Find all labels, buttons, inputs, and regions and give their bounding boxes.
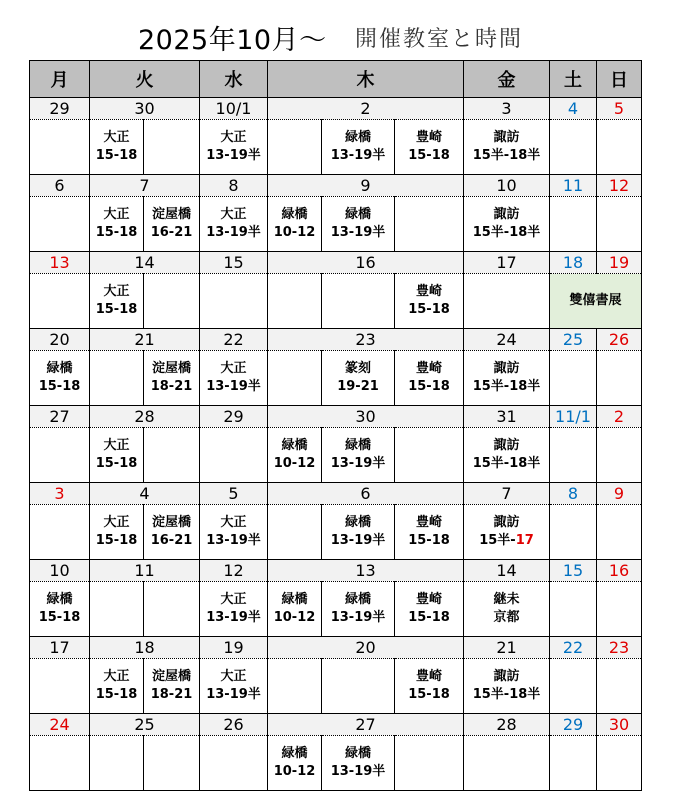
slot-mon-line: 15-18 — [38, 379, 81, 394]
date-cell: 30 — [597, 714, 642, 736]
weekday-sun: 日 — [597, 61, 642, 98]
slot-tue-a-line: 15-18 — [95, 533, 138, 548]
slot-wed — [200, 659, 268, 714]
slot-thu-b-line: 13-19半 — [330, 610, 386, 625]
date-row — [30, 175, 642, 197]
date-cell: 3 — [464, 98, 550, 120]
slot-thu-c — [395, 428, 464, 483]
date-cell: 10/1 — [200, 98, 268, 120]
date-cell: 15 — [550, 560, 597, 582]
slot-wed — [200, 582, 268, 637]
date-cell: 7 — [464, 483, 550, 505]
date-cell: 14 — [464, 560, 550, 582]
slot-wed-line: 大正 — [220, 207, 247, 222]
slot-fri-line: 諏訪 — [493, 515, 520, 530]
slot-sun — [597, 736, 642, 791]
slot-thu-b — [322, 736, 395, 791]
date-cell: 21 — [464, 637, 550, 659]
slot-wed — [200, 428, 268, 483]
slot-thu-b-line: 篆刻 — [344, 361, 371, 376]
slot-tue-b — [144, 505, 200, 560]
date-cell: 22 — [550, 637, 597, 659]
slot-row — [30, 428, 642, 483]
slot-wed — [200, 274, 268, 329]
slot-tue-a — [90, 351, 144, 406]
slot-tue-a-line: 15-18 — [95, 687, 138, 702]
slot-mon — [30, 428, 90, 483]
slot-sun — [597, 659, 642, 714]
weekday-tue: 火 — [90, 61, 200, 98]
slot-thu-b — [322, 582, 395, 637]
date-cell: 30 — [90, 98, 200, 120]
slot-thu-c-line: 15-18 — [408, 302, 450, 317]
date-cell: 14 — [90, 252, 200, 274]
slot-thu-c — [395, 505, 464, 560]
date-cell: 13 — [30, 252, 90, 274]
event-cell: 雙僖書展 — [550, 274, 642, 329]
weekday-wed: 水 — [200, 61, 268, 98]
slot-mon — [30, 197, 90, 252]
slot-wed-line: 13-19半 — [206, 148, 261, 163]
slot-row — [30, 736, 642, 791]
date-cell: 8 — [200, 175, 268, 197]
slot-wed-line: 大正 — [220, 515, 247, 530]
slot-tue-b-line: 淀屋橋 — [151, 669, 191, 684]
slot-thu-c-line: 15-18 — [408, 148, 450, 163]
weekday-sat: 土 — [550, 61, 597, 98]
weekday-header-row — [30, 61, 642, 98]
date-cell: 19 — [200, 637, 268, 659]
slot-tue-b-line: 淀屋橋 — [151, 207, 191, 222]
date-cell: 9 — [597, 483, 642, 505]
slot-sat — [550, 428, 597, 483]
slot-tue-a — [90, 736, 144, 791]
slot-thu-b — [322, 274, 395, 329]
slot-thu-b — [322, 197, 395, 252]
date-row — [30, 483, 642, 505]
slot-fri-time: 15半- — [479, 533, 516, 548]
slot-thu-a-line: 10-12 — [273, 610, 316, 625]
date-cell: 22 — [200, 329, 268, 351]
slot-row — [30, 351, 642, 406]
slot-thu-b — [322, 351, 395, 406]
slot-sun — [597, 582, 642, 637]
slot-tue-b — [144, 274, 200, 329]
slot-thu-c-line: 15-18 — [408, 687, 450, 702]
slot-thu-b — [322, 505, 395, 560]
date-cell: 16 — [268, 252, 464, 274]
slot-wed-line: 大正 — [220, 592, 247, 607]
slot-wed-line: 13-19半 — [206, 379, 261, 394]
slot-fri-line: 15半-18半 — [472, 379, 541, 394]
date-cell: 8 — [550, 483, 597, 505]
slot-thu-a — [268, 505, 322, 560]
slot-sat — [550, 351, 597, 406]
slot-thu-a-line: 緑橋 — [281, 746, 308, 761]
slot-thu-c — [395, 120, 464, 175]
slot-mon — [30, 274, 90, 329]
slot-thu-b-line: 19-21 — [337, 379, 379, 394]
slot-fri-line — [464, 532, 549, 550]
slot-wed — [200, 120, 268, 175]
date-cell: 6 — [268, 483, 464, 505]
date-cell: 29 — [200, 406, 268, 428]
weekday-fri: 金 — [464, 61, 550, 98]
slot-thu-c — [395, 274, 464, 329]
date-cell: 12 — [597, 175, 642, 197]
slot-thu-a-line: 10-12 — [273, 764, 316, 779]
slot-mon-line: 緑橋 — [46, 592, 73, 607]
slot-fri-line: 15半-18半 — [472, 148, 541, 163]
slot-thu-a — [268, 659, 322, 714]
slot-tue-a-line: 15-18 — [95, 225, 138, 240]
date-cell: 29 — [550, 714, 597, 736]
slot-wed — [200, 197, 268, 252]
weekday-thu: 木 — [268, 61, 464, 98]
date-cell: 25 — [90, 714, 200, 736]
date-cell: 26 — [200, 714, 268, 736]
date-cell: 11 — [550, 175, 597, 197]
slot-thu-c-line: 豊崎 — [415, 592, 442, 607]
date-cell: 7 — [90, 175, 200, 197]
date-cell: 31 — [464, 406, 550, 428]
slot-thu-b-line: 13-19半 — [330, 148, 386, 163]
slot-thu-b — [322, 659, 395, 714]
slot-fri — [464, 120, 550, 175]
slot-thu-b-line: 13-19半 — [330, 225, 386, 240]
slot-wed-line: 大正 — [220, 669, 247, 684]
slot-row — [30, 120, 642, 175]
slot-tue-a-line: 大正 — [103, 130, 130, 145]
date-cell: 20 — [30, 329, 90, 351]
slot-thu-c-line: 豊崎 — [415, 284, 442, 299]
date-row — [30, 637, 642, 659]
slot-wed-line: 13-19半 — [206, 533, 261, 548]
slot-fri-line: 15半-18半 — [472, 456, 541, 471]
slot-sun — [597, 120, 642, 175]
date-cell: 24 — [464, 329, 550, 351]
slot-thu-b — [322, 428, 395, 483]
date-row — [30, 560, 642, 582]
slot-fri-line: 15半-18半 — [472, 225, 541, 240]
date-cell: 11 — [90, 560, 200, 582]
slot-tue-b — [144, 659, 200, 714]
slot-row — [30, 659, 642, 714]
slot-row — [30, 274, 642, 329]
date-cell: 19 — [597, 252, 642, 274]
slot-tue-b — [144, 120, 200, 175]
slot-mon-line: 緑橋 — [46, 361, 73, 376]
date-cell: 18 — [90, 637, 200, 659]
date-cell: 17 — [30, 637, 90, 659]
date-cell: 4 — [550, 98, 597, 120]
slot-tue-a — [90, 582, 144, 637]
slot-fri — [464, 505, 550, 560]
date-row — [30, 329, 642, 351]
slot-thu-c-line: 豊崎 — [415, 361, 442, 376]
slot-sat — [550, 120, 597, 175]
calendar-table — [29, 60, 642, 791]
slot-thu-a — [268, 582, 322, 637]
slot-thu-c — [395, 659, 464, 714]
slot-tue-b-line: 淀屋橋 — [151, 515, 191, 530]
slot-tue-b — [144, 197, 200, 252]
date-cell: 12 — [200, 560, 268, 582]
date-cell: 29 — [30, 98, 90, 120]
date-cell: 11/1 — [550, 406, 597, 428]
slot-fri-line: 諏訪 — [493, 438, 520, 453]
slot-sat — [550, 505, 597, 560]
slot-thu-b-line: 緑橋 — [344, 515, 371, 530]
date-cell: 6 — [30, 175, 90, 197]
slot-thu-a-line: 10-12 — [273, 225, 316, 240]
slot-thu-a — [268, 736, 322, 791]
slot-tue-a — [90, 659, 144, 714]
date-cell: 21 — [90, 329, 200, 351]
slot-thu-a — [268, 428, 322, 483]
slot-fri — [464, 428, 550, 483]
slot-tue-a-line: 15-18 — [95, 456, 138, 471]
slot-mon — [30, 120, 90, 175]
slot-tue-a — [90, 120, 144, 175]
weekday-mon: 月 — [30, 61, 90, 98]
date-cell: 20 — [268, 637, 464, 659]
slot-tue-a — [90, 197, 144, 252]
date-cell: 10 — [30, 560, 90, 582]
date-row — [30, 714, 642, 736]
slot-thu-a — [268, 351, 322, 406]
date-cell: 2 — [597, 406, 642, 428]
date-cell: 4 — [90, 483, 200, 505]
slot-thu-a — [268, 120, 322, 175]
slot-thu-a — [268, 197, 322, 252]
slot-thu-c — [395, 351, 464, 406]
slot-fri-time-changed: 17 — [515, 533, 534, 548]
date-row — [30, 406, 642, 428]
slot-thu-c-line: 豊崎 — [415, 515, 442, 530]
slot-wed — [200, 351, 268, 406]
date-row — [30, 252, 642, 274]
date-cell: 13 — [268, 560, 464, 582]
slot-fri-line: 諏訪 — [493, 361, 520, 376]
slot-fri — [464, 659, 550, 714]
slot-thu-c-line: 15-18 — [408, 379, 450, 394]
slot-thu-b-line: 緑橋 — [344, 746, 371, 761]
slot-tue-a-line: 大正 — [103, 515, 130, 530]
slot-fri — [464, 351, 550, 406]
slot-thu-b-line: 13-19半 — [330, 764, 386, 779]
slot-fri-line: 諏訪 — [493, 669, 520, 684]
slot-fri — [464, 197, 550, 252]
slot-wed — [200, 736, 268, 791]
slot-thu-c — [395, 197, 464, 252]
slot-thu-c-line: 15-18 — [408, 610, 450, 625]
slot-tue-a-line: 15-18 — [95, 302, 138, 317]
slot-wed-line: 大正 — [220, 130, 247, 145]
slot-tue-b-line: 18-21 — [150, 687, 193, 702]
slot-sat — [550, 659, 597, 714]
slot-sat — [550, 197, 597, 252]
date-cell: 5 — [597, 98, 642, 120]
slot-tue-a — [90, 274, 144, 329]
slot-tue-b — [144, 736, 200, 791]
slot-fri-line: 15半-18半 — [472, 687, 541, 702]
date-cell: 9 — [268, 175, 464, 197]
slot-thu-c-line: 豊崎 — [415, 130, 442, 145]
date-cell: 30 — [268, 406, 464, 428]
slot-tue-b — [144, 428, 200, 483]
page-subtitle: 開催教室と時間 — [355, 27, 524, 52]
slot-fri-line: 諏訪 — [493, 130, 520, 145]
date-cell: 23 — [597, 637, 642, 659]
slot-tue-b-line: 16-21 — [150, 225, 193, 240]
slot-sat — [550, 736, 597, 791]
slot-thu-a-line: 緑橋 — [281, 438, 308, 453]
slot-thu-a-line: 緑橋 — [281, 207, 308, 222]
slot-mon — [30, 659, 90, 714]
date-cell: 2 — [268, 98, 464, 120]
slot-fri-line: 継未 — [493, 592, 520, 607]
slot-tue-a-line: 大正 — [103, 207, 130, 222]
date-cell: 17 — [464, 252, 550, 274]
slot-sun — [597, 505, 642, 560]
slot-tue-a-line: 15-18 — [95, 148, 138, 163]
slot-sun — [597, 351, 642, 406]
slot-fri — [464, 274, 550, 329]
slot-tue-b-line: 16-21 — [150, 533, 193, 548]
slot-tue-a-line: 大正 — [103, 284, 130, 299]
slot-thu-a-line: 緑橋 — [281, 592, 308, 607]
date-cell: 25 — [550, 329, 597, 351]
slot-mon — [30, 351, 90, 406]
slot-thu-b — [322, 120, 395, 175]
slot-fri-line: 京都 — [493, 610, 520, 625]
slot-wed-line: 13-19半 — [206, 225, 261, 240]
date-row — [30, 98, 642, 120]
slot-tue-a — [90, 505, 144, 560]
slot-tue-b-line: 淀屋橋 — [151, 361, 191, 376]
slot-sun — [597, 197, 642, 252]
date-cell: 5 — [200, 483, 268, 505]
slot-tue-b-line: 18-21 — [150, 379, 193, 394]
slot-fri — [464, 582, 550, 637]
slot-tue-a — [90, 428, 144, 483]
slot-row — [30, 505, 642, 560]
date-cell: 27 — [268, 714, 464, 736]
date-cell: 26 — [597, 329, 642, 351]
slot-fri — [464, 736, 550, 791]
slot-tue-a-line: 大正 — [103, 438, 130, 453]
page-title: 2025年10月～ — [138, 25, 327, 56]
slot-tue-b — [144, 582, 200, 637]
slot-mon — [30, 736, 90, 791]
date-cell: 28 — [464, 714, 550, 736]
slot-thu-b-line: 緑橋 — [344, 207, 371, 222]
slot-thu-b-line: 緑橋 — [344, 592, 371, 607]
slot-thu-b-line: 13-19半 — [330, 456, 386, 471]
slot-thu-a-line: 10-12 — [273, 456, 316, 471]
slot-tue-b — [144, 351, 200, 406]
date-cell: 27 — [30, 406, 90, 428]
slot-thu-b-line: 緑橋 — [344, 130, 371, 145]
slot-fri-line: 諏訪 — [493, 207, 520, 222]
calendar-body — [30, 61, 642, 791]
slot-tue-a-line: 大正 — [103, 669, 130, 684]
date-cell: 10 — [464, 175, 550, 197]
slot-thu-c — [395, 736, 464, 791]
slot-mon — [30, 505, 90, 560]
slot-sun — [597, 428, 642, 483]
date-cell: 18 — [550, 252, 597, 274]
date-cell: 24 — [30, 714, 90, 736]
slot-thu-c-line: 豊崎 — [415, 669, 442, 684]
slot-thu-c — [395, 582, 464, 637]
slot-wed-line: 大正 — [220, 361, 247, 376]
date-cell: 3 — [30, 483, 90, 505]
slot-thu-a — [268, 274, 322, 329]
date-cell: 15 — [200, 252, 268, 274]
slot-mon — [30, 582, 90, 637]
slot-wed-line: 13-19半 — [206, 687, 261, 702]
slot-row — [30, 197, 642, 252]
slot-wed-line: 13-19半 — [206, 610, 261, 625]
page-header — [0, 14, 677, 54]
slot-wed — [200, 505, 268, 560]
slot-row — [30, 582, 642, 637]
date-cell: 28 — [90, 406, 200, 428]
slot-sat — [550, 582, 597, 637]
slot-thu-b-line: 13-19半 — [330, 533, 386, 548]
slot-thu-c-line: 15-18 — [408, 533, 450, 548]
slot-mon-line: 15-18 — [38, 610, 81, 625]
date-cell: 16 — [597, 560, 642, 582]
date-cell: 23 — [268, 329, 464, 351]
slot-thu-b-line: 緑橋 — [344, 438, 371, 453]
